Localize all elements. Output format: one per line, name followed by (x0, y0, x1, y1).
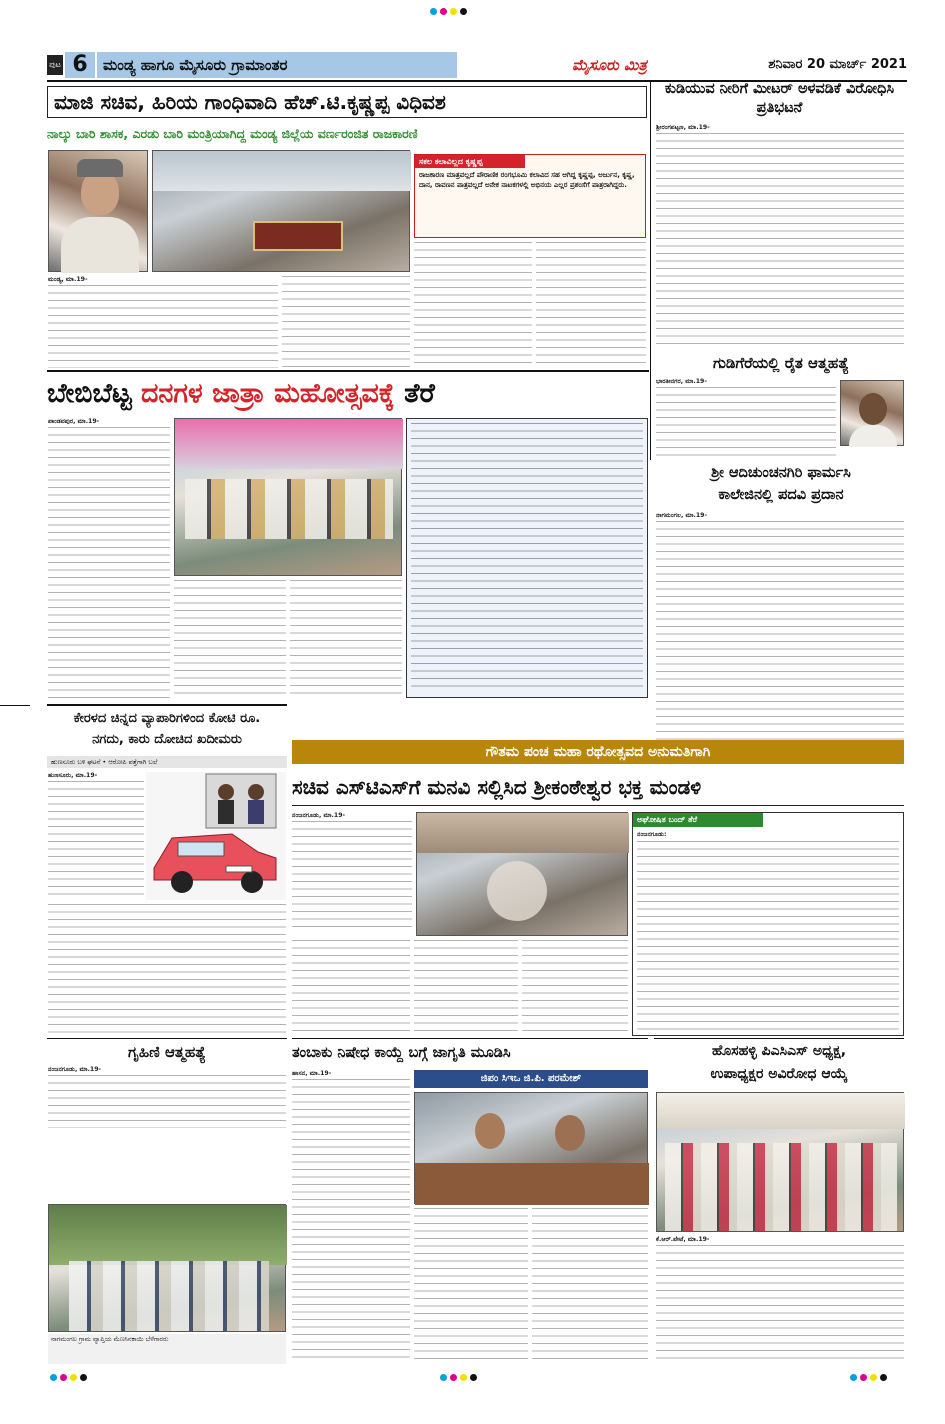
story2-body-text (48, 427, 170, 700)
registration-dots-bottom-right (850, 1374, 887, 1381)
story8-photo-caption: ನಾಗಮಂಗಲ ಗ್ರಾಮ ವ್ಯಾಪ್ತಿಯ ಮೆಣಸಿನಕಾಯಿ ಬೆಳೆಗಾರರು (48, 1334, 286, 1364)
car-illustration-icon (146, 772, 286, 900)
masthead-logo: ಮೈಸೂರು ಮಿತ್ರ (572, 56, 647, 74)
story7-box-title: ಅಘೋಷಿತ ಬಂದ್ ತೆರೆ (633, 813, 763, 827)
story6-headline-line1: ಕೇರಳದ ಚಿನ್ನದ ವ್ಯಾಪಾರಿಗಳಿಂದ ಕೋಟಿ ರೂ. (73, 711, 261, 726)
story10-body (656, 1236, 904, 1364)
story4-body (656, 378, 836, 458)
registration-dots-bottom-center (440, 1374, 477, 1381)
story8-top-rule (47, 1038, 287, 1039)
story7-body-col3 (414, 940, 518, 1036)
story7-body-col2 (292, 940, 410, 1036)
story2-headline-red: ದನಗಳ ಜಾತ್ರಾ ಮಹೋತ್ಸವಕ್ಕೆ (140, 378, 395, 409)
story5-body (656, 512, 904, 740)
story6-body-text (48, 781, 144, 900)
column-rule-right (650, 80, 651, 460)
story7-dateline: ನಂಜನಗೂಡು, ಮಾ.19- (292, 812, 346, 819)
page-label: ಪುಟ (47, 55, 63, 75)
crop-mark-left (0, 705, 30, 706)
story7-headline: ಸಚಿವ ಎಸ್‌ಟಿಎಸ್‌ಗೆ ಮನವಿ ಸಲ್ಲಿಸಿದ ಶ್ರೀಕಂಠೇಶ್ವರ ಭಕ್ತ ಮಂಡಳಿ (292, 768, 904, 806)
issue-date: ಶನಿವಾರ 20 ಮಾರ್ಚ್ 2021 (768, 57, 907, 72)
story1-box-text: ರಾಜಕಾರಣ ಮಾತ್ರವಲ್ಲದೆ ಪೌರಾಣಿಕ ರಂಗಭೂಮಿ ಕಲಾವಿದ ಸಹ ಆಗಿದ್ದ ಕೃಷ್ಣಪ್ಪ, ಅರ್ಜುನ, ಕೃಷ್ಣ, ದಾನ, ರಾವಣನ ಪಾತ್ರವಲ್ಲದೆ ಅನೇಕ ನಾಟಕಗಳಲ್ಲಿ ಅಭಿನಯ ಎಲ್ಲರ ಪ್ರಶಂಸೆಗೆ ಪಾತ್ರರಾಗಿದ್ದರು. (419, 171, 635, 189)
story1-dateline: ಮಂಡ್ಯ, ಮಾ.19- (48, 276, 88, 283)
story8-headline: ಗೃಹಿಣಿ ಆತ್ಮಹತ್ಯೆ (128, 1043, 206, 1061)
story9-top-rule (292, 1038, 648, 1039)
story10-headline-line2: ಉಪಾಧ್ಯಕ್ಷರ ಅವಿರೋಧ ಆಯ್ಕೆ (710, 1066, 848, 1082)
story7-side-box (632, 812, 904, 1036)
story9-body-col3 (532, 1208, 648, 1364)
story1-body-text (48, 285, 278, 368)
story9-body-col1 (292, 1070, 410, 1364)
registration-dots-top (430, 8, 467, 15)
story9-strap: ಜಿಪಂ ಸಿಇಒ ಜಿ.ಪಿ. ಪರಮೇಶ್ (414, 1070, 648, 1088)
story9-body-text (292, 1079, 410, 1364)
story4-farmer-photo (840, 380, 904, 446)
story2-sidebar-box (406, 418, 648, 698)
story6-dateline: ಹುಣಸೂರು, ಮಾ.19- (48, 772, 98, 779)
registration-dots-bottom-left (50, 1374, 87, 1381)
story2-sidebar-text (411, 423, 643, 693)
story3-headline: ಕುಡಿಯುವ ನೀರಿಗೆ ಮೀಟರ್ ಅಳವಡಿಕೆ ವಿರೋಧಿಸಿ ಪ್ರತಿಭಟನೆ (664, 81, 895, 116)
story5-headline-line2: ಕಾಲೇಜಿನಲ್ಲಿ ಪದವಿ ಪ್ರದಾನ (718, 487, 844, 503)
story2-body-col3 (290, 580, 402, 700)
story4-body-text (656, 387, 836, 458)
story10-body-text (656, 1245, 904, 1364)
story10-group-photo (656, 1092, 904, 1232)
story5-dateline: ನಾಗಮಂಗಲ, ಮಾ.19- (656, 512, 708, 519)
story1-body-col3 (414, 242, 532, 368)
page-header (47, 52, 907, 78)
story2-body-col1 (48, 418, 170, 700)
story2-top-rule (47, 370, 649, 372)
story1-box-title: ಸಕಲ ಕಲಾವಿಲ್ಲದ ಕೃಷ್ಣಪ್ಪ (415, 155, 525, 168)
story9-meeting-photo (414, 1092, 648, 1204)
story10-headline (654, 1040, 904, 1088)
story9-dateline: ಹಾಸನ, ಮಾ.19- (292, 1070, 332, 1077)
story7-body-text (292, 821, 412, 932)
story1-body-col1 (48, 276, 278, 368)
story5-body-text (656, 521, 904, 740)
story6-body-top (48, 772, 144, 900)
story7-box-text (637, 841, 899, 1031)
story2-stage-photo (174, 418, 402, 576)
story2-headline (47, 374, 649, 414)
story1-subhead: ನಾಲ್ಕು ಬಾರಿ ಶಾಸಕ, ಎರಡು ಬಾರಿ ಮಂತ್ರಿಯಾಗಿದ್ದ ಮಂಡ್ಯ ಜಿಲ್ಲೆಯ ವರ್ಣರಂಜಿತ ರಾಜಕಾರಣಿ (47, 126, 418, 141)
story6-headline (47, 708, 287, 754)
section-title: ಮಂಡ್ಯ ಹಾಗೂ ಮೈಸೂರು ಗ್ರಾಮಾಂತರ (97, 52, 457, 78)
story8-body (48, 1066, 286, 1128)
story1-portrait-photo (48, 150, 148, 272)
story6-headline-line2: ನಗದು, ಕಾರು ದೋಚಿದ ಖದೀಮರು (92, 732, 242, 747)
story6-car-illustration (146, 772, 286, 900)
page-number: 6 (65, 52, 95, 78)
story5-headline-line1: ಶ್ರೀ ಆದಿಚುಂಚನಗಿರಿ ಫಾರ್ಮಸಿ (711, 465, 851, 481)
story6-strap: ಹುಣಸೂರು ಬಳಿ ಘಟನೆ • ಆರೋಪಿ ಪತ್ತೆಗಾಗಿ ಬಲೆ (47, 756, 287, 768)
story3-body (656, 124, 904, 346)
story1-info-box (414, 154, 646, 238)
story4-headline: ಗುಡಿಗೆರೆಯಲ್ಲಿ ರೈತ ಆತ್ಮಹತ್ಯೆ (713, 354, 849, 372)
story7-body-col1 (292, 812, 412, 932)
story3-body-text (656, 133, 904, 346)
story6-top-rule (47, 704, 287, 706)
story2-dateline: ಪಾಂಡವಪುರ, ಮಾ.19- (48, 418, 100, 425)
story3-dateline: ಶ್ರೀರಂಗಪಟ್ಟಣ, ಮಾ.19- (656, 124, 710, 131)
story7-crowd-photo (416, 812, 628, 936)
story8-body-text (48, 1075, 286, 1128)
story2-headline-end: ತೆರೆ (404, 378, 435, 409)
story10-dateline: ಕೆ.ಆರ್.ಪೇಟೆ, ಮಾ.19- (656, 1236, 710, 1243)
story7-box-dateline: ನಂಜನಗೂಡು: (637, 831, 667, 838)
story9-body-col2 (414, 1208, 528, 1364)
story2-body-col2 (174, 580, 286, 700)
story8-photo (48, 1204, 286, 1332)
story2-headline-black: ಬೇಬಿಬೆಟ್ಟ (47, 378, 132, 409)
story8-dateline: ನಂಜನಗೂಡು, ಮಾ.19- (48, 1066, 102, 1073)
story5-headline (656, 462, 906, 508)
story1-funeral-photo (152, 150, 410, 272)
story9-headline: ತಂಬಾಕು ನಿಷೇಧ ಕಾಯ್ದೆ ಬಗ್ಗೆ ಜಾಗೃತಿ ಮೂಡಿಸಿ (292, 1045, 511, 1061)
story1-body-col4 (536, 242, 646, 368)
story7-body-col4 (522, 940, 628, 1036)
story1-body-col2 (282, 276, 410, 368)
story7-kicker: ಗೌತಮ ಪಂಚ ಮಹಾ ರಥೋತ್ಸವದ ಅನುಮತಿಗಾಗಿ (292, 740, 904, 764)
story10-headline-line1: ಹೊಸಹಳ್ಳಿ ಪಿಎಸಿಎಸ್ ಅಧ್ಯಕ್ಷ, (711, 1043, 847, 1059)
story4-dateline: ಭಾರತೀನಗರ, ಮಾ.19- (656, 378, 707, 385)
story1-headline: ಮಾಜಿ ಸಚಿವ, ಹಿರಿಯ ಗಾಂಧಿವಾದಿ ಹೆಚ್.ಟಿ.ಕೃಷ್ಣಪ್ಪ ವಿಧಿವಶ (47, 86, 647, 118)
story6-body-bottom (48, 904, 286, 1034)
story10-top-rule (654, 1038, 904, 1039)
